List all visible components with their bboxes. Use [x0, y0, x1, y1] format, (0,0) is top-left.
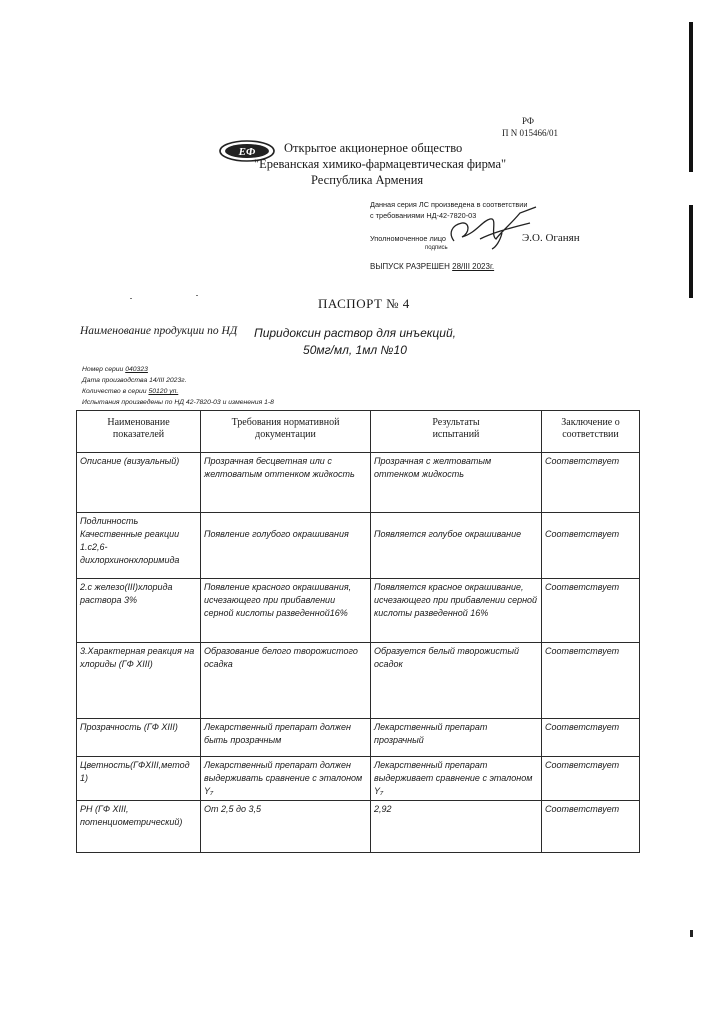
table-cell: Образуется белый творожистый осадок [371, 643, 542, 719]
logo-text: ЕФ [238, 146, 256, 158]
table-cell: Соответствует [542, 719, 640, 757]
product-name-line: Пиридоксин раствор для инъекций, [254, 326, 456, 340]
column-header: Наименование показателей [77, 411, 201, 453]
table-cell: 2,92 [371, 801, 542, 853]
table-cell: От 2,5 до 3,5 [201, 801, 371, 853]
table-row [77, 513, 640, 579]
company-block [254, 140, 507, 188]
authorized-person-label: Уполномоченное лицо [370, 234, 446, 243]
document-title: ПАСПОРТ № 4 [318, 296, 410, 311]
table-cell: Описание (визуальный) [77, 453, 201, 513]
quantity-value: 50120 уп. [148, 388, 179, 395]
table-cell: Образование белого творожистого осадка [201, 643, 371, 719]
table-row [77, 453, 640, 513]
scan-mark [690, 930, 693, 937]
table-cell: Появление голубого окрашивания [201, 513, 371, 579]
release-label: ВЫПУСК РАЗРЕШЕН [370, 262, 450, 271]
column-header: Результаты испытаний [371, 411, 542, 453]
column-header: Требования нормативной документации [201, 411, 371, 453]
reg-line: П N 015466/01 [502, 128, 558, 138]
table-row [77, 643, 640, 719]
table-cell: PH (ГФ XIII, потенциометрический) [77, 801, 201, 853]
note-line: с требованиями НД-42-7820-03 [370, 211, 477, 220]
table-cell: 2.с железо(III)хлорида раствора 3% [77, 579, 201, 643]
registration-number [502, 115, 558, 139]
table-row [77, 579, 640, 643]
product-name [254, 325, 456, 359]
quantity-label: Количество в серии [82, 388, 147, 395]
table-row [77, 757, 640, 801]
company-line: Республика Армения [311, 173, 424, 187]
release-line [370, 262, 494, 271]
series-label: Номер серии [82, 366, 124, 373]
table-cell: Лекарственный препарат прозрачный [371, 719, 542, 757]
table-cell: Соответствует [542, 801, 640, 853]
batch-meta [82, 364, 274, 408]
authorized-person-name: Э.О. Оганян [522, 232, 580, 244]
table-cell: Соответствует [542, 579, 640, 643]
product-name-line: 50мг/мл, 1мл №10 [303, 343, 407, 357]
table-cell: Соответствует [542, 757, 640, 801]
scan-speck [130, 298, 132, 299]
scan-edge-bottom [689, 205, 693, 298]
table-cell: Лекарственный препарат выдерживает сравнение с эталоном Y₇ [371, 757, 542, 801]
table-cell: Прозрачность (ГФ XIII) [77, 719, 201, 757]
signature-caption: подпись [425, 245, 448, 251]
table-cell: Подлинность Качественные реакции 1.с2,6-дихлорхинонхлоримида [77, 513, 201, 579]
company-line: "Ереванская химико-фармацевтическая фирма" [254, 157, 507, 171]
table-cell: Соответствует [542, 513, 640, 579]
table-cell: Прозрачная с желтоватым оттенком жидкость [371, 453, 542, 513]
table-cell: Лекарственный препарат должен выдерживать сравнение с эталоном Y₇ [201, 757, 371, 801]
table-row [77, 801, 640, 853]
tested-per: Испытания произведены по НД 42-7820-03 и изменения 1-8 [82, 399, 274, 406]
table-cell: Лекарственный препарат должен быть прозрачным [201, 719, 371, 757]
table-cell: Соответствует [542, 643, 640, 719]
production-date: Дата производства 14/III 2023г. [82, 377, 187, 384]
table-cell: Появление красного окрашивания, исчезающего при прибавлении серной кислоты разведенной16% [201, 579, 371, 643]
scan-speck [196, 295, 198, 296]
signature-image [440, 203, 540, 253]
company-line: Открытое акционерное общество [284, 141, 463, 155]
note-line: Данная серия ЛС произведена в соответствии [370, 200, 528, 209]
table-cell: Появляется красное окрашивание, исчезающего при прибавлении серной кислоты разведенной 16% [371, 579, 542, 643]
table-cell: 3.Характерная реакция на хлориды (ГФ XIII) [77, 643, 201, 719]
product-label: Наименование продукции по НД [80, 325, 238, 337]
table-cell: Прозрачная бесцветная или с желтоватым оттенком жидкость [201, 453, 371, 513]
series-line [82, 364, 274, 375]
table-header-row [77, 411, 640, 453]
reg-line: РФ [522, 116, 534, 126]
release-date: 28/III 2023г. [452, 262, 495, 271]
quantity-line [82, 386, 274, 397]
column-header: Заключение о соответствии [542, 411, 640, 453]
table-cell: Соответствует [542, 453, 640, 513]
table-cell: Цветность(ГФXIII,метод 1) [77, 757, 201, 801]
series-value: 040323 [125, 366, 148, 373]
scan-edge-top [689, 22, 693, 172]
test-results-table [76, 410, 640, 853]
table-cell: Появляется голубое окрашивание [371, 513, 542, 579]
table-row [77, 719, 640, 757]
